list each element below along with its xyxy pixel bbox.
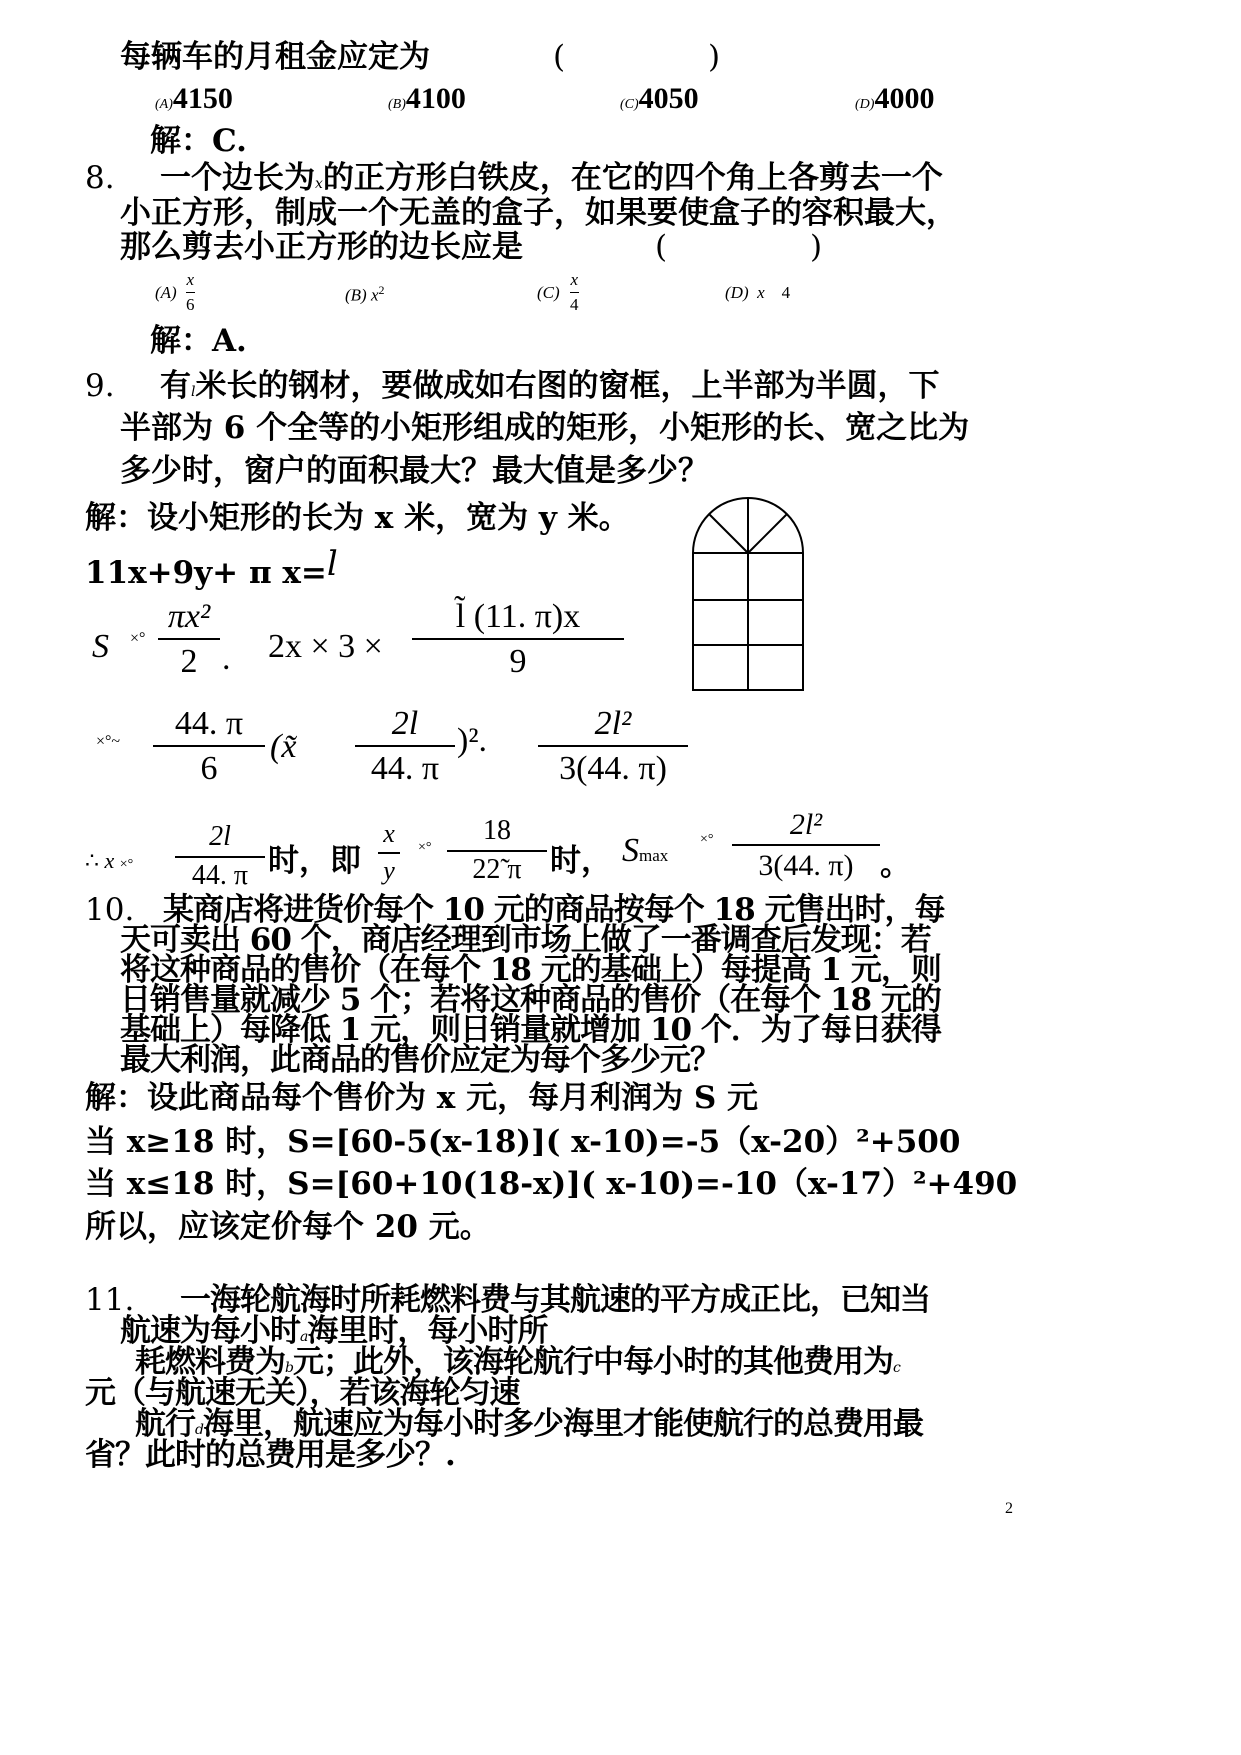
formula-relation: ×° xyxy=(700,832,714,847)
option-b: (B) $x^2$ xyxy=(345,283,385,305)
answer-blank-open: ( xyxy=(553,39,566,75)
q10-solution-line: 所以，应该定价每个 20 元。 xyxy=(85,1209,491,1245)
q10-line: 某商店将进货价每个 10 元的商品按每个 18 元售出时，每 xyxy=(163,892,945,928)
q10-number: 10. xyxy=(85,892,135,928)
formula-fraction: x y xyxy=(378,820,400,885)
q10-solution-line: 当 x≥18 时，S=[60-5(x-18)]( x-10)=-5（x-20）²+500 xyxy=(85,1124,961,1160)
answer-blank-close: ) xyxy=(708,39,721,75)
option-b: (B)4100 xyxy=(388,82,466,115)
formula-fraction: 2l 44. π xyxy=(355,705,455,788)
formula-fraction: 18 22̃ π xyxy=(447,816,547,886)
q8-line1: 一个边长为x的正方形白铁皮，在它的四个角上各剪去一个 xyxy=(160,160,943,196)
formula-S: S xyxy=(92,628,109,665)
formula-term: (x̃ xyxy=(270,728,297,765)
q9-number: 9. xyxy=(85,368,115,404)
q11-line: 省？此时的总费用是多少？. xyxy=(85,1437,455,1473)
q11-line: 耗燃料费为b元；此外，该海轮航行中每小时的其他费用为c xyxy=(135,1344,900,1380)
formula-end: 。 xyxy=(880,847,911,883)
q10-line: 基础上）每降低 1 元，则日销量就增加 10 个．为了每日获得 xyxy=(120,1012,941,1048)
option-a-fraction: x 6 xyxy=(186,270,195,314)
option-a-label: (A) xyxy=(155,283,177,302)
option-c-label: (C) xyxy=(537,283,560,302)
answer-blank-close: ) xyxy=(810,229,823,265)
q8-answer: 解：A. xyxy=(150,323,247,359)
option-c: (C)4050 xyxy=(620,82,699,115)
formula-term: 2x × 3 × xyxy=(268,628,383,665)
formula-dot: . xyxy=(222,640,231,677)
formula-relation: ×° xyxy=(418,840,432,855)
option-d: (D) x 4 xyxy=(725,283,791,302)
q10-solution-line: 当 x≤18 时，S=[60+10(18-x)]( x-10)=-10（x-17）²+490 xyxy=(85,1166,1018,1202)
q7-answer: 解：C. xyxy=(150,123,247,159)
q11-line: 一海轮航海时所耗燃料费与其航速的平方成正比，已知当 xyxy=(180,1282,930,1318)
window-frame-diagram xyxy=(690,495,808,693)
q11-line: 元（与航速无关），若该海轮匀速 xyxy=(85,1375,520,1411)
q10-line: 将这种商品的售价（在每个 18 元的基础上）每提高 1 元，则 xyxy=(120,952,941,988)
page-number: 2 xyxy=(1005,1500,1013,1517)
q9-solution-line: 解：设小矩形的长为 x 米，宽为 y 米。 xyxy=(85,500,630,536)
q8-number: 8. xyxy=(85,160,115,196)
q10-line: 日销售量就减少 5 个；若将这种商品的售价（在每个 18 元的 xyxy=(120,982,941,1018)
formula-text: 时， xyxy=(550,843,612,879)
q8-line2: 小正方形，制成一个无盖的盒子，如果要使盒子的容积最大， xyxy=(120,195,957,231)
therefore-line: ∴ x ×° xyxy=(85,848,134,873)
formula-term: )². xyxy=(457,722,488,759)
q11-number: 11. xyxy=(85,1282,135,1318)
q9-line2: 半部为 6 个全等的小矩形组成的矩形，小矩形的长、宽之比为 xyxy=(120,410,970,446)
option-d: (D)4000 xyxy=(855,82,935,115)
q8-line3: 那么剪去小正方形的边长应是 xyxy=(120,229,523,265)
formula-fraction: 2l 44. π xyxy=(175,822,265,892)
answer-blank-open: ( xyxy=(655,229,668,265)
formula-fraction: 2l² 3(44. π) xyxy=(538,705,688,788)
q9-line3: 多少时，窗户的面积最大？最大值是多少？ xyxy=(120,453,709,489)
option-c-fraction: x 4 xyxy=(570,270,579,314)
formula-relation: ×° xyxy=(130,630,146,647)
q11-line: 航速为每小时a海里时，每小时所 xyxy=(120,1313,548,1349)
formula-fraction: πx² 2 xyxy=(158,598,220,681)
q10-line: 最大利润，此商品的售价应定为每个多少元？ xyxy=(120,1042,720,1078)
formula-text: 时，即 xyxy=(268,843,361,879)
formula-relation: ×°~ xyxy=(96,733,121,750)
q9-line1: 有l米长的钢材，要做成如右图的窗框，上半部为半圆，下 xyxy=(160,368,940,404)
q9-equation: 11x+9y+ π x=l xyxy=(85,544,338,591)
s-max: Smax xyxy=(622,832,669,869)
q11-line: 航行d海里，航速应为每小时多少海里才能使航行的总费用最 xyxy=(135,1406,923,1442)
q10-line: 天可卖出 60 个，商店经理到市场上做了一番调查后发现：若 xyxy=(120,922,931,958)
formula-fraction: 44. π 6 xyxy=(153,705,265,788)
formula-fraction: 2l² 3(44. π) xyxy=(732,808,880,882)
formula-fraction: l̃ (11. π)x 9 xyxy=(412,598,624,681)
q7-stem: 每辆车的月租金应定为 xyxy=(120,39,430,75)
q10-solution-line: 解：设此商品每个售价为 x 元，每月利润为 S 元 xyxy=(85,1080,759,1116)
option-a: (A)4150 xyxy=(155,82,233,115)
